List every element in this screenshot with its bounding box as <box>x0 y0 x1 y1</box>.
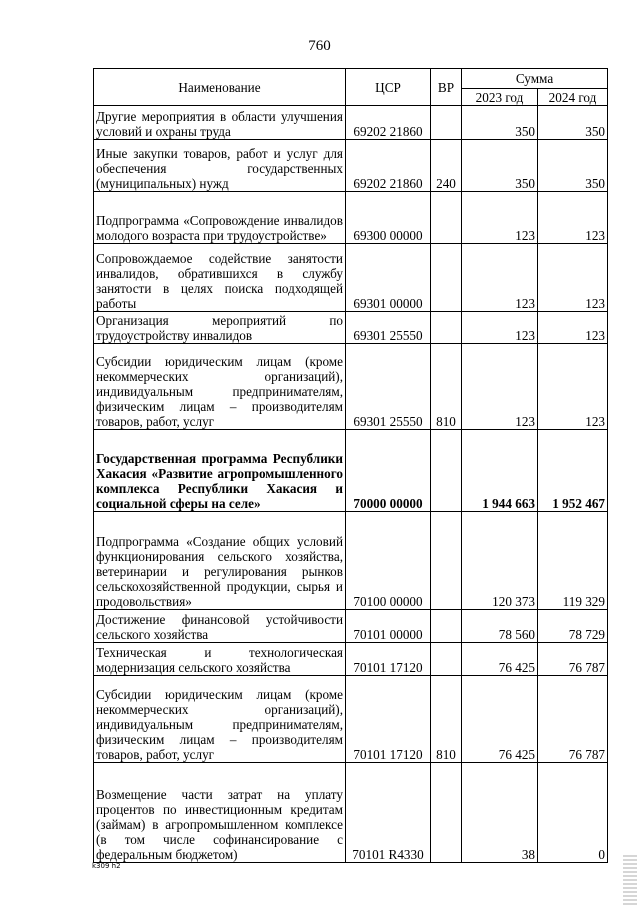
table-row <box>94 610 608 643</box>
row-amount-2024: 1 952 467 <box>538 430 608 512</box>
row-name: Субсидии юридическим лицам (кроме некоммерческих организаций), индивидуальным предпринимателям, физическим лицам – производителям товаров, работ, услуг <box>94 344 346 430</box>
row-amount-2024: 119 329 <box>538 512 608 610</box>
row-amount-2024: 123 <box>538 192 608 244</box>
row-vr <box>431 430 462 512</box>
table-row <box>94 192 608 244</box>
row-vr <box>431 106 462 140</box>
row-amount-2024: 350 <box>538 140 608 192</box>
row-csr: 69301 25550 <box>346 344 431 430</box>
table-row <box>94 676 608 763</box>
row-csr: 69301 25550 <box>346 312 431 344</box>
row-csr: 70100 00000 <box>346 512 431 610</box>
row-amount-2023: 1 944 663 <box>462 430 538 512</box>
row-vr <box>431 610 462 643</box>
row-csr: 70101 17120 <box>346 676 431 763</box>
row-csr: 69300 00000 <box>346 192 431 244</box>
row-amount-2023: 78 560 <box>462 610 538 643</box>
row-name: Организация мероприятий по трудоустройству инвалидов <box>94 312 346 344</box>
row-amount-2024: 78 729 <box>538 610 608 643</box>
row-amount-2023: 123 <box>462 244 538 312</box>
row-name: Другие мероприятия в области улучшения условий и охраны труда <box>94 106 346 140</box>
page-number: 760 <box>308 38 331 54</box>
table-row <box>94 140 608 192</box>
row-amount-2023: 76 425 <box>462 643 538 676</box>
row-amount-2024: 123 <box>538 344 608 430</box>
table-row <box>94 643 608 676</box>
header-vr: ВР <box>431 69 462 106</box>
row-csr: 70101 R4330 <box>346 763 431 863</box>
row-name: Техническая и технологическая модернизация сельского хозяйства <box>94 643 346 676</box>
row-amount-2023: 38 <box>462 763 538 863</box>
row-vr <box>431 512 462 610</box>
table-row <box>94 512 608 610</box>
row-amount-2023: 76 425 <box>462 676 538 763</box>
header-year-2023: 2023 год <box>462 89 538 106</box>
header-year-2024: 2024 год <box>538 89 608 106</box>
row-name: Иные закупки товаров, работ и услуг для обеспечения государственных (муниципальных) нужд <box>94 140 346 192</box>
row-amount-2023: 123 <box>462 312 538 344</box>
header-sum: Сумма <box>462 69 608 89</box>
footer-code: k309 h2 <box>92 862 121 870</box>
row-amount-2024: 350 <box>538 106 608 140</box>
row-csr: 70000 00000 <box>346 430 431 512</box>
row-csr: 69301 00000 <box>346 244 431 312</box>
row-vr <box>431 192 462 244</box>
row-amount-2024: 76 787 <box>538 676 608 763</box>
row-csr: 70101 17120 <box>346 643 431 676</box>
table-row <box>94 763 608 863</box>
row-amount-2023: 123 <box>462 344 538 430</box>
row-amount-2023: 350 <box>462 140 538 192</box>
row-name: Субсидии юридическим лицам (кроме некоммерческих организаций), индивидуальным предпринимателям, физическим лицам – производителям товаров, работ, услуг <box>94 676 346 763</box>
row-vr: 810 <box>431 344 462 430</box>
row-vr: 240 <box>431 140 462 192</box>
table-row <box>94 344 608 430</box>
row-name: Подпрограмма «Сопровождение инвалидов молодого возраста при трудоустройстве» <box>94 192 346 244</box>
row-amount-2024: 123 <box>538 244 608 312</box>
row-amount-2023: 350 <box>462 106 538 140</box>
row-csr: 69202 21860 <box>346 106 431 140</box>
header-csr: ЦСР <box>346 69 431 106</box>
row-vr <box>431 244 462 312</box>
row-name: Достижение финансовой устойчивости сельского хозяйства <box>94 610 346 643</box>
table-row <box>94 106 608 140</box>
row-amount-2023: 120 373 <box>462 512 538 610</box>
row-name: Государственная программа Республики Хакасия «Развитие агропромышленного комплекса Республики Хакасия и социальной сферы на селе» <box>94 430 346 512</box>
row-csr: 70101 00000 <box>346 610 431 643</box>
header-name: Наименование <box>94 69 346 106</box>
row-vr <box>431 312 462 344</box>
table-row <box>94 312 608 344</box>
table-row <box>94 244 608 312</box>
row-name: Сопровождаемое содействие занятости инвалидов, обратившихся в службу занятости в целях поиска подходящей работы <box>94 244 346 312</box>
row-name: Возмещение части затрат на уплату процентов по инвестиционным кредитам (займам) в агропромышленном комплексе (в том числе софинансирование с федеральным бюджетом) <box>94 763 346 863</box>
row-vr <box>431 763 462 863</box>
row-amount-2024: 123 <box>538 312 608 344</box>
table-row <box>94 430 608 512</box>
row-name: Подпрограмма «Создание общих условий функционирования сельского хозяйства, ветеринарии и регулирования рынков сельскохозяйственной продукции, сырья и продовольствия» <box>94 512 346 610</box>
row-vr: 810 <box>431 676 462 763</box>
row-amount-2024: 0 <box>538 763 608 863</box>
row-vr <box>431 643 462 676</box>
budget-table <box>93 68 608 863</box>
row-amount-2023: 123 <box>462 192 538 244</box>
row-amount-2024: 76 787 <box>538 643 608 676</box>
row-csr: 69202 21860 <box>346 140 431 192</box>
scan-edge-mark <box>623 855 637 905</box>
